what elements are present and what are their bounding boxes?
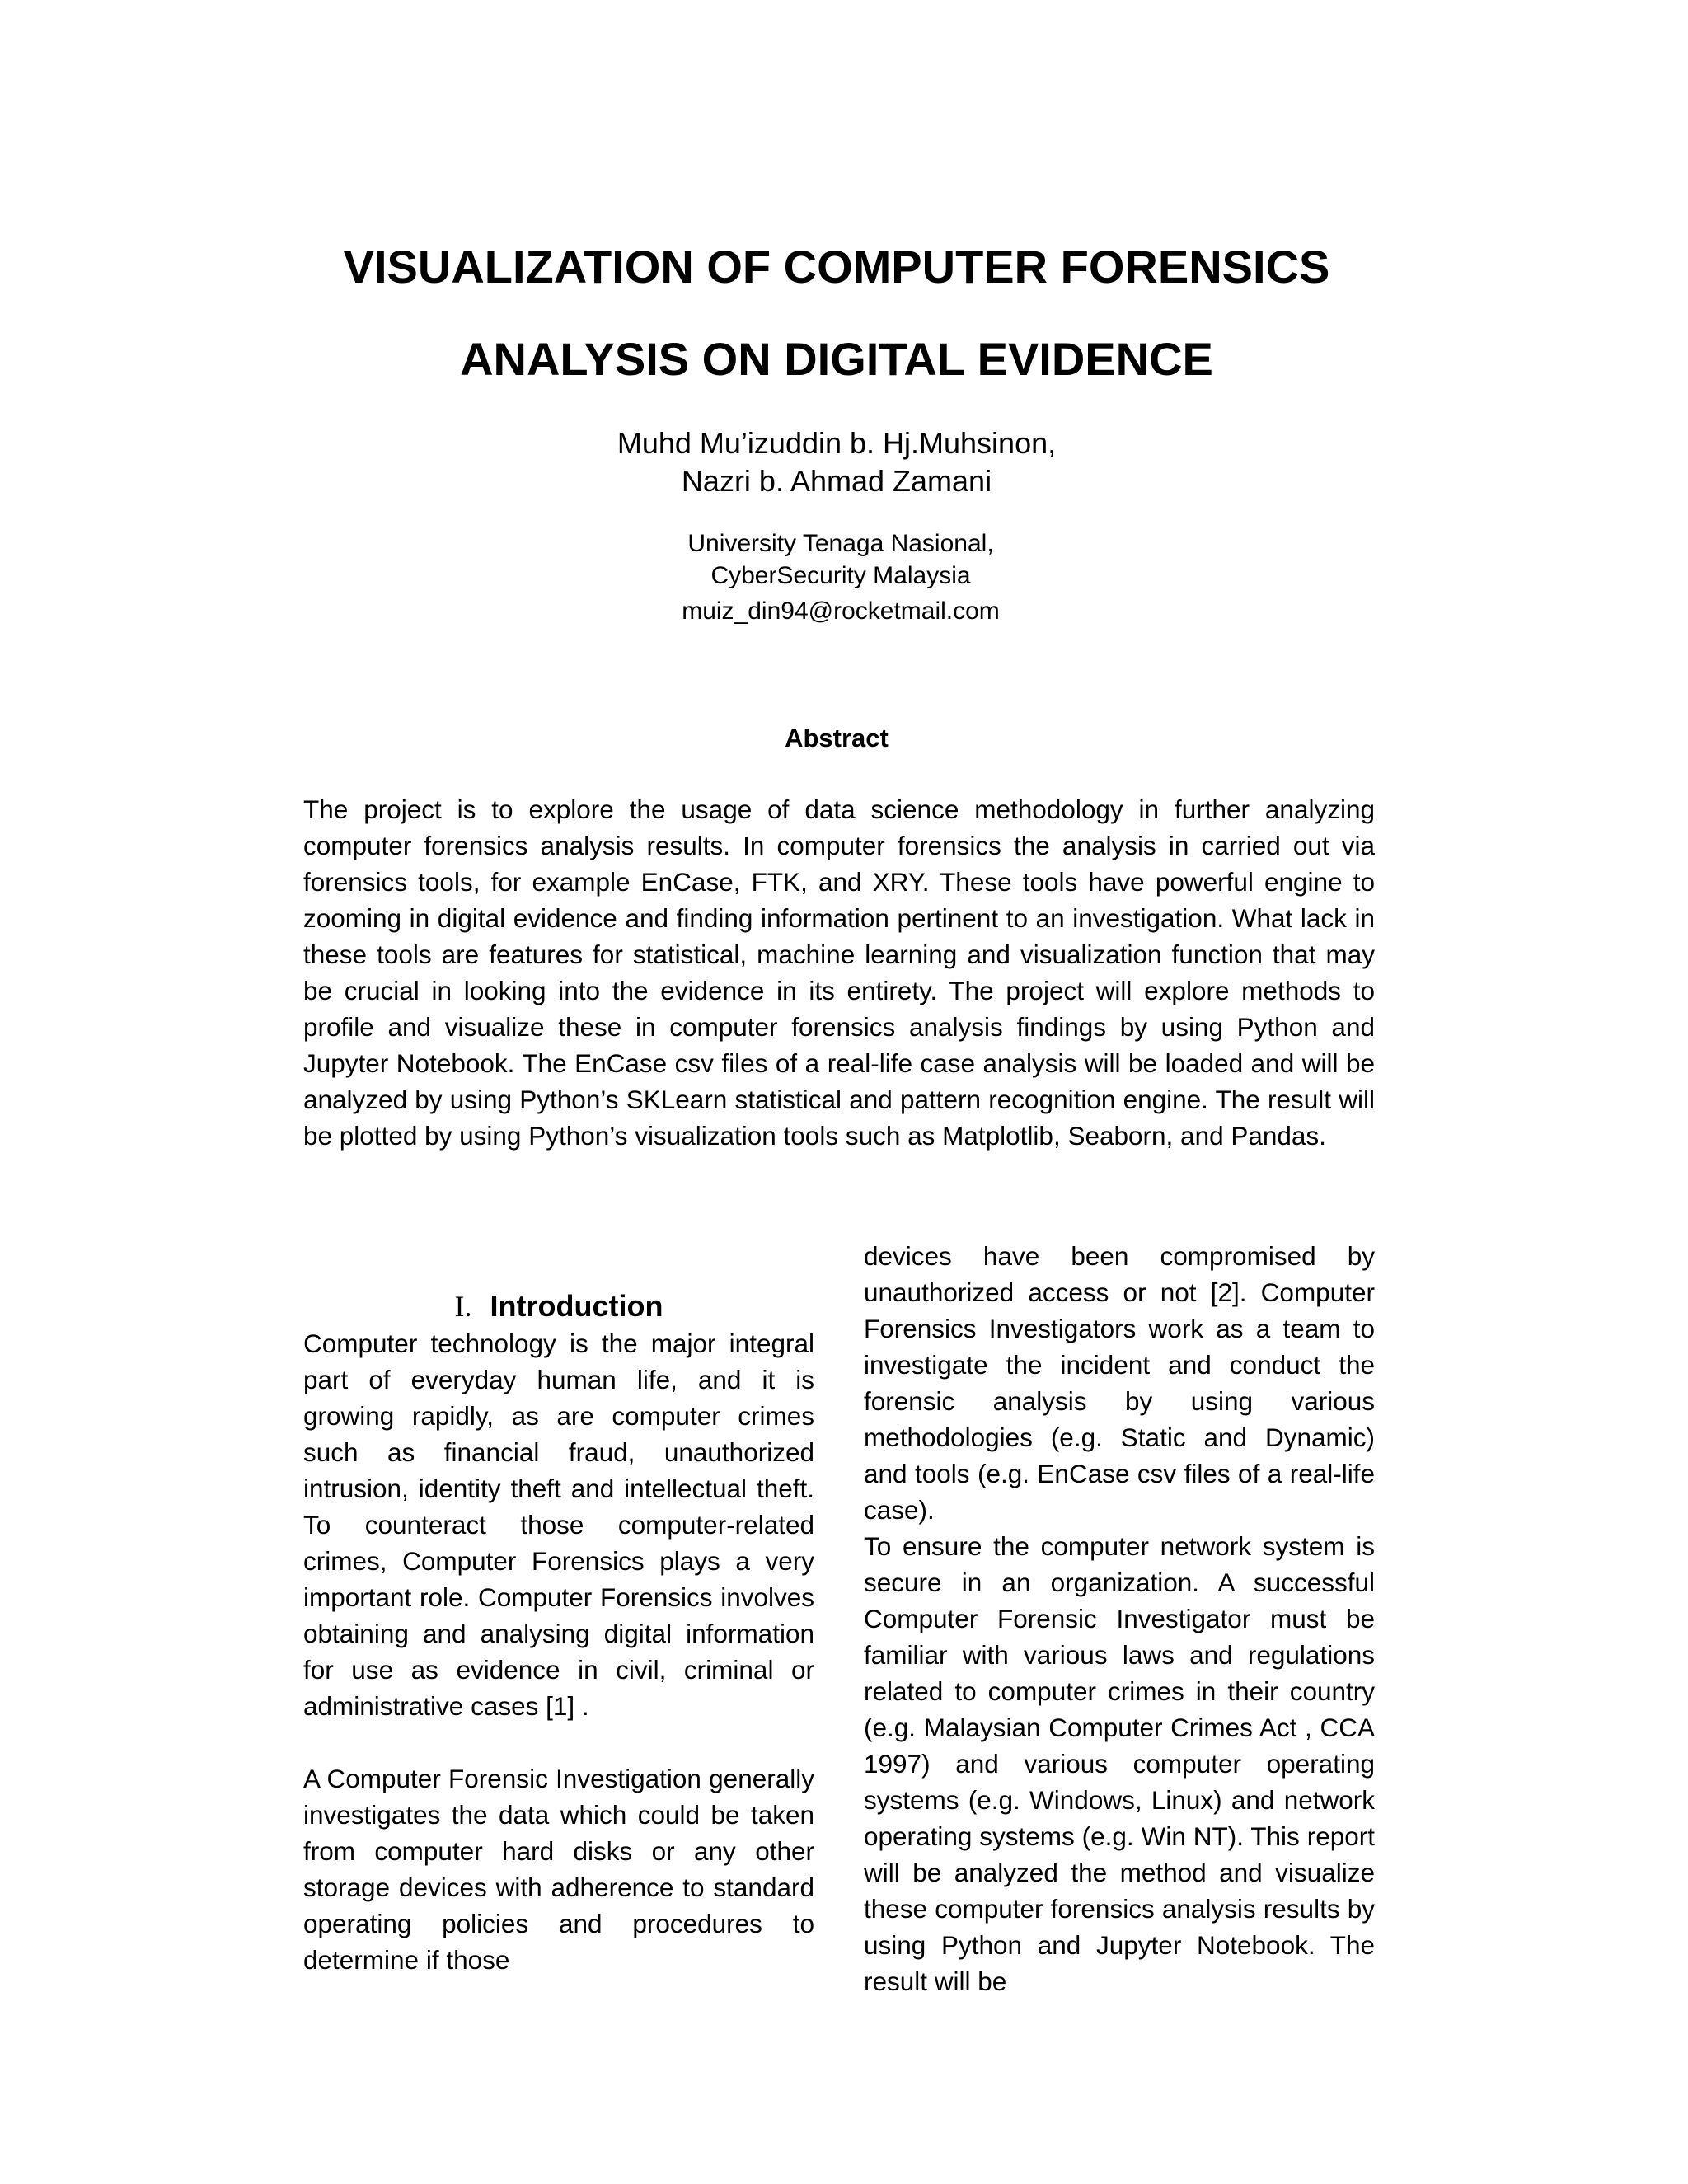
- author-line-1: Muhd Mu’izuddin b. Hj.Muhsinon,: [617, 426, 1057, 460]
- author-line-2: Nazri b. Ahmad Zamani: [681, 464, 992, 498]
- author-email: muiz_din94@rocketmail.com: [682, 598, 1000, 625]
- section-number: I.: [454, 1290, 472, 1323]
- right-column: [864, 1238, 1375, 1999]
- abstract-text: The project is to explore the usage of data science methodology in further analyzing computer forensics analysis results. In computer forensics the analysis in carried out via forensics tools, for example EnCase, FTK, and XRY. These tools have powerful engine to zooming in digital evidence and finding information pertinent to an investigation. What lack in these tools are features for statistical, machine learning and visualization function that may be crucial in looking into the evidence in its entirety. The project will explore methods to profile and visualize these in computer forensics analysis findings by using Python and Jupyter Notebook. The EnCase csv files of a real-life case analysis will be loaded and will be analyzed by using Python’s SKLearn statistical and pattern recognition engine. The result will be plotted by using Python’s visualization tools such as Matplotlib, Seaborn, and Pandas.: [303, 794, 1375, 1151]
- affiliation-block: [610, 527, 1071, 592]
- introduction-paragraph-2-continued: devices have been compromised by unauthorized access or not [2]. Computer Forensics Investigators work as a team to investigate the incident and conduct the forensic analysis by using various methodologies (e.g. Static and Dynamic) and tools (e.g. EnCase csv files of a real-life case).: [864, 1241, 1375, 1525]
- introduction-paragraph-2: A Computer Forensic Investigation generally investigates the data which could be taken from computer hard disks or any other storage devices with adherence to standard operating policies and procedures to determine if those: [303, 1764, 814, 1975]
- introduction-heading: [303, 1287, 814, 1325]
- left-column: [303, 1287, 814, 1978]
- section-title: Introduction: [490, 1289, 663, 1323]
- paper-title: [247, 221, 1426, 405]
- paper-title-line-1: VISUALIZATION OF COMPUTER FORENSICS: [343, 241, 1330, 293]
- affiliation-line-2: CyberSecurity Malaysia: [710, 562, 971, 589]
- paper-title-line-2: ANALYSIS ON DIGITAL EVIDENCE: [460, 333, 1213, 385]
- affiliation-line-1: University Tenaga Nasional,: [687, 530, 994, 557]
- introduction-paragraph-1: Computer technology is the major integral part of everyday human life, and it is growing rapidly, as are computer crimes such as financial fraud, unauthorized intrusion, identity theft and intellectual theft. To counteract those computer-related crimes, Computer Forensics plays a very important role. Computer Forensics involves obtaining and analysing digital information for use as evidence in civil, criminal or administrative cases [1] .: [303, 1329, 814, 1721]
- introduction-paragraph-3: To ensure the computer network system is secure in an organization. A successful Computer Forensic Investigator must be familiar with various laws and regulations related to computer crimes in their country (e.g. Malaysian Computer Crimes Act , CCA 1997) and various computer operating systems (e.g. Windows, Linux) and network operating systems (e.g. Win NT). This report will be analyzed the method and visualize these computer forensics analysis results by using Python and Jupyter Notebook. The result will be: [864, 1531, 1375, 1996]
- abstract-heading: Abstract: [785, 724, 889, 752]
- author-list: [495, 424, 1179, 500]
